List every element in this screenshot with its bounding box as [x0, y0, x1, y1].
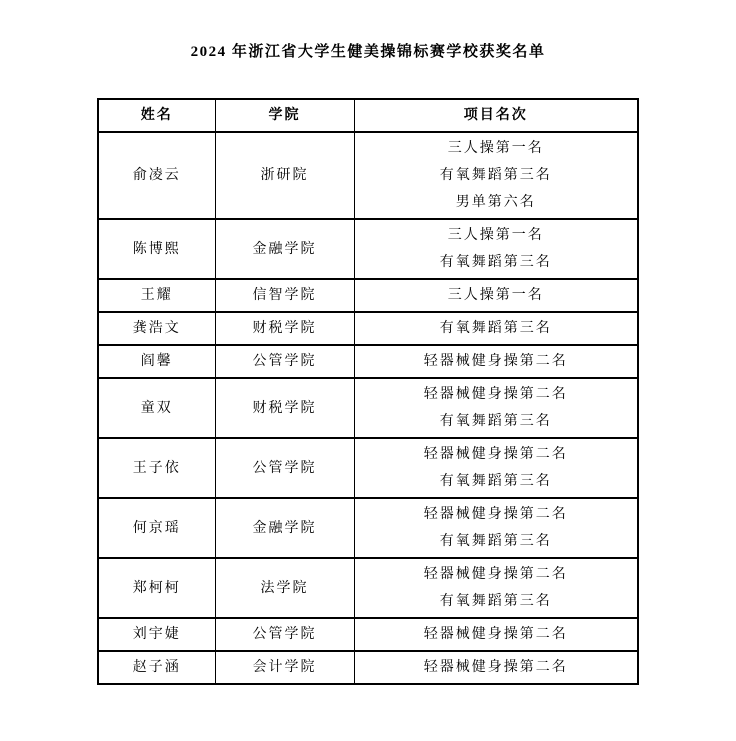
cell-college: 公管学院 [215, 345, 354, 378]
cell-college: 会计学院 [215, 651, 354, 684]
cell-name: 赵子涵 [98, 651, 215, 684]
cell-college: 公管学院 [215, 438, 354, 498]
table-body [98, 132, 638, 684]
cell-results [354, 312, 638, 345]
cell-name: 陈博熙 [98, 219, 215, 279]
table-row [98, 219, 638, 279]
table-row [98, 438, 638, 498]
cell-college: 法学院 [215, 558, 354, 618]
result-line: 有氧舞蹈第三名 [439, 414, 552, 429]
cell-college: 财税学院 [215, 378, 354, 438]
cell-name: 何京瑶 [98, 498, 215, 558]
cell-results [354, 498, 638, 558]
result-line: 男单第六名 [455, 195, 536, 210]
table-row [98, 279, 638, 312]
document-title: 2024 年浙江省大学生健美操锦标赛学校获奖名单 [190, 44, 546, 60]
cell-results [354, 219, 638, 279]
cell-name: 阎馨 [98, 345, 215, 378]
table-header [98, 99, 638, 132]
cell-results [354, 438, 638, 498]
table-row [98, 378, 638, 438]
cell-college: 信智学院 [215, 279, 354, 312]
result-line: 有氧舞蹈第三名 [439, 474, 552, 489]
table-row [98, 618, 638, 651]
cell-results [354, 279, 638, 312]
cell-college: 公管学院 [215, 618, 354, 651]
result-line: 轻器械健身操第二名 [423, 567, 568, 582]
cell-results [354, 618, 638, 651]
cell-name: 童双 [98, 378, 215, 438]
result-line: 轻器械健身操第二名 [423, 627, 568, 642]
cell-results [354, 345, 638, 378]
cell-results [354, 651, 638, 684]
result-line: 有氧舞蹈第三名 [439, 321, 552, 336]
column-header-results: 项目名次 [354, 99, 638, 132]
cell-name: 郑柯柯 [98, 558, 215, 618]
result-line: 轻器械健身操第二名 [423, 660, 568, 675]
table-row [98, 558, 638, 618]
cell-college: 浙研院 [215, 132, 354, 219]
result-line: 有氧舞蹈第三名 [439, 594, 552, 609]
result-line: 有氧舞蹈第三名 [439, 255, 552, 270]
cell-results [354, 558, 638, 618]
table-row [98, 345, 638, 378]
table-row [98, 498, 638, 558]
cell-college: 金融学院 [215, 219, 354, 279]
table-row [98, 651, 638, 684]
table-row [98, 312, 638, 345]
cell-name: 俞凌云 [98, 132, 215, 219]
cell-college: 财税学院 [215, 312, 354, 345]
result-line: 轻器械健身操第二名 [423, 447, 568, 462]
cell-name: 龚浩文 [98, 312, 215, 345]
result-line: 三人操第一名 [447, 228, 544, 243]
result-line: 三人操第一名 [447, 288, 544, 303]
cell-college: 金融学院 [215, 498, 354, 558]
cell-name: 王子依 [98, 438, 215, 498]
result-line: 有氧舞蹈第三名 [439, 534, 552, 549]
result-line: 轻器械健身操第二名 [423, 387, 568, 402]
result-line: 轻器械健身操第二名 [423, 354, 568, 369]
awards-table [97, 98, 639, 685]
result-line: 三人操第一名 [447, 141, 544, 156]
result-line: 轻器械健身操第二名 [423, 507, 568, 522]
cell-results [354, 132, 638, 219]
header-row [98, 99, 638, 132]
cell-results [354, 378, 638, 438]
table-row [98, 132, 638, 219]
result-line: 有氧舞蹈第三名 [439, 168, 552, 183]
cell-name: 刘宇婕 [98, 618, 215, 651]
column-header-college: 学院 [215, 99, 354, 132]
cell-name: 王耀 [98, 279, 215, 312]
column-header-name: 姓名 [98, 99, 215, 132]
